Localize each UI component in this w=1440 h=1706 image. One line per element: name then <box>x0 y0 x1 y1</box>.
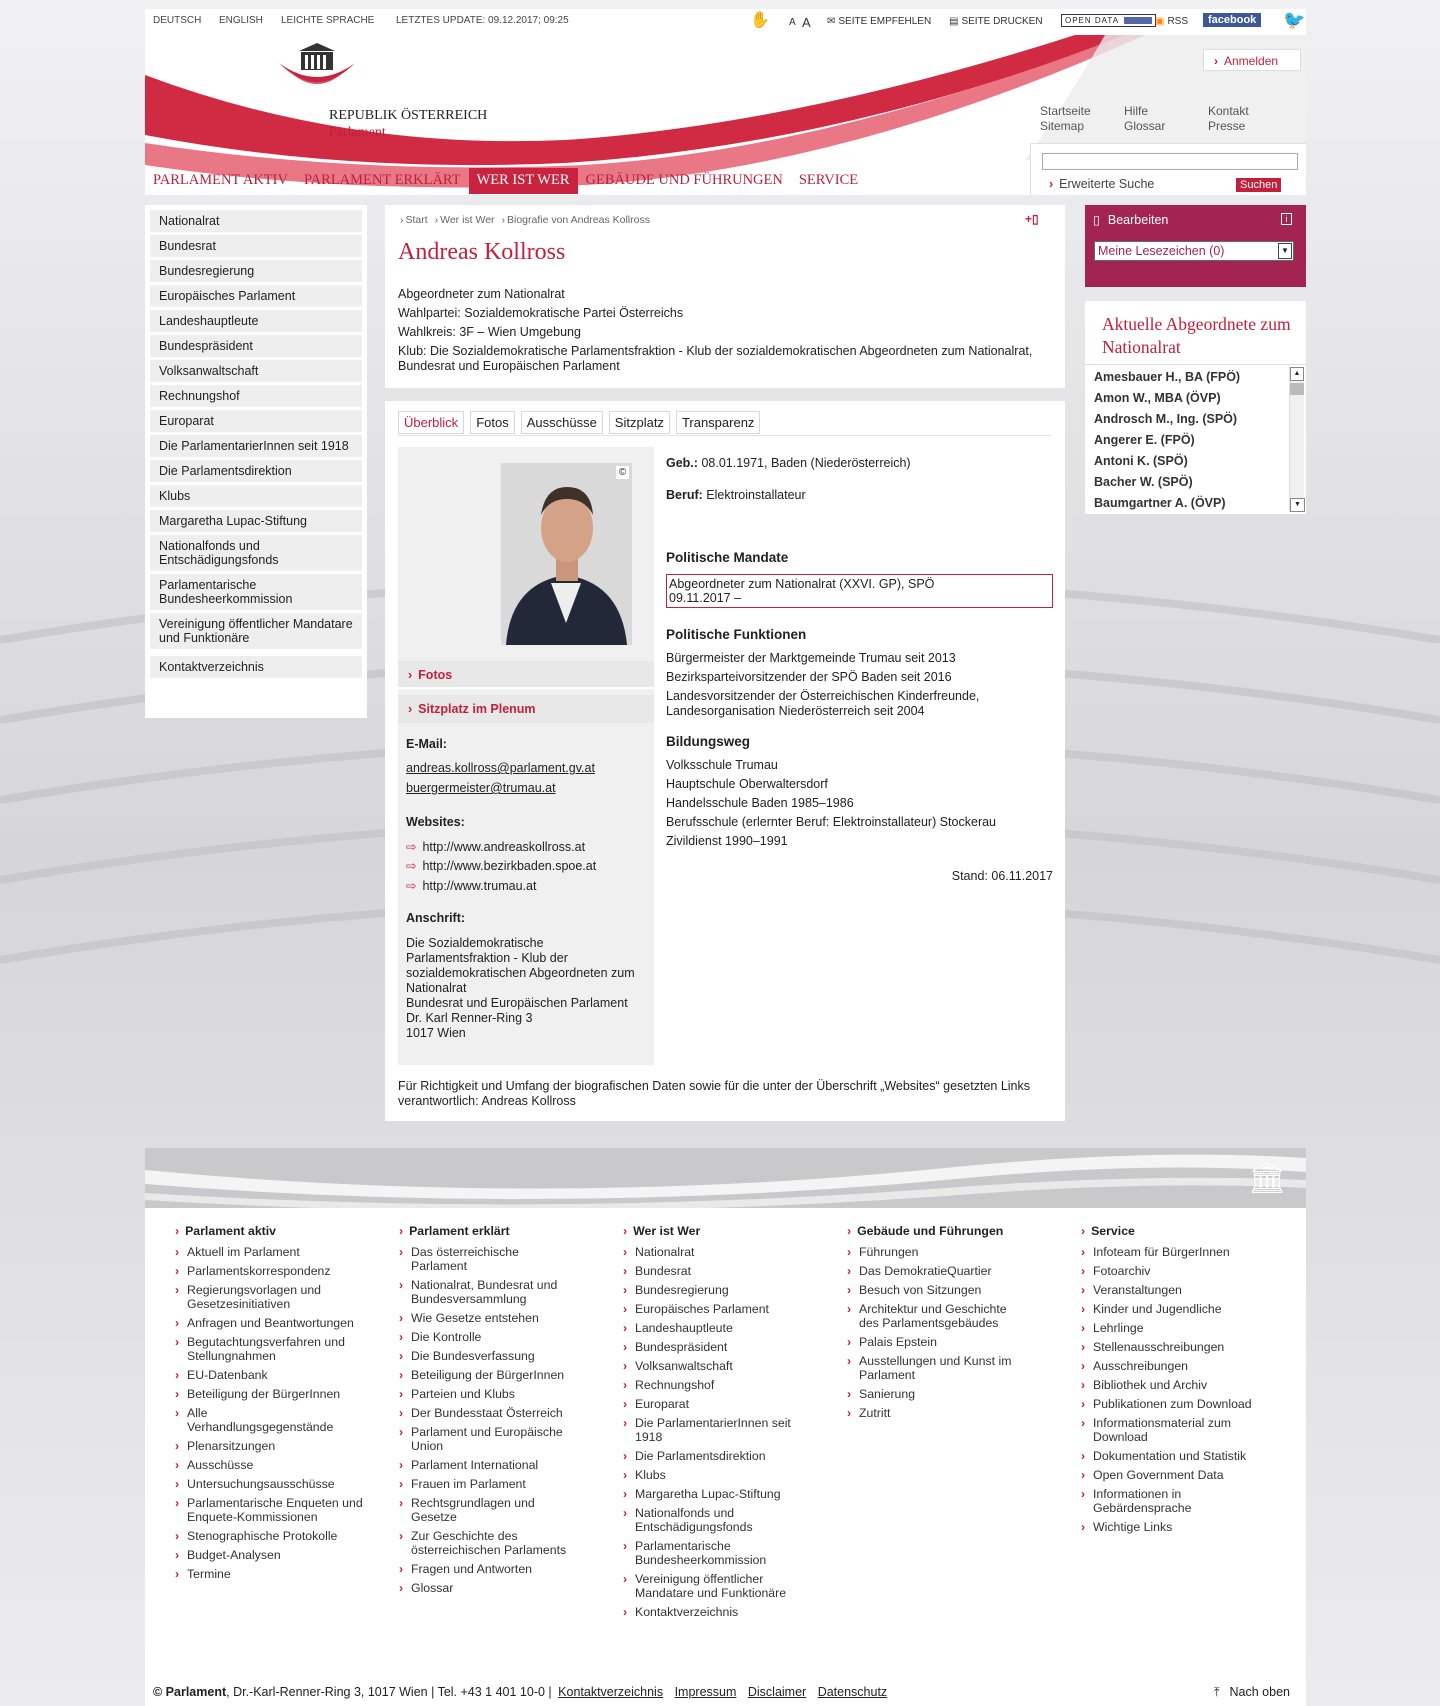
footer-link[interactable]: › Parteien und Klubs <box>399 1387 574 1401</box>
print-link[interactable]: ▤ SEITE DRUCKEN <box>949 16 1043 27</box>
website-link[interactable]: ⇨ http://www.trumau.at <box>406 879 537 893</box>
lang-english[interactable]: ENGLISH <box>219 15 263 26</box>
bookmark-add-icon[interactable]: +▯ <box>1025 212 1039 226</box>
footer-col-gebaeude <box>847 1224 1027 1425</box>
members-title: Aktuelle Abgeordnete zum Nationalrat <box>1102 314 1291 357</box>
websites-label: Websites: <box>406 815 465 829</box>
footer-link[interactable]: › Informationsmaterial zum Download <box>1081 1416 1271 1444</box>
recommend-link[interactable]: ✉ SEITE EMPFEHLEN <box>827 16 932 27</box>
edit-header[interactable]: ▯ Bearbeiten <box>1093 213 1169 227</box>
tab-fotos[interactable]: Fotos <box>470 411 515 434</box>
footer-link[interactable]: › Parlamentskorrespondenz <box>175 1264 365 1278</box>
title-divider <box>1085 364 1306 365</box>
footer-link[interactable]: › Parlamentarische Enqueten und Enquete-Kommissionen <box>175 1496 365 1524</box>
members-list <box>1094 370 1284 510</box>
footer-link[interactable]: › Nationalfonds und Entschädigungsfonds <box>623 1506 798 1534</box>
footer-link[interactable]: › Landeshauptleute <box>623 1321 798 1335</box>
footer-link[interactable]: › Zutritt <box>847 1406 1027 1420</box>
scroll-thumb[interactable] <box>1290 383 1304 395</box>
footer-link[interactable]: › Beteiligung der BürgerInnen <box>399 1368 574 1382</box>
bookmarks-select[interactable]: Meine Lesezeichen (0) ▼ <box>1094 241 1294 261</box>
leftnav-item[interactable]: Die ParlamentarierInnen seit 1918 <box>150 435 362 457</box>
footer-address: , Dr.-Karl-Renner-Ring 3, 1017 Wien | Tel. +43 1 401 10-0 | <box>226 1685 552 1699</box>
footer-link[interactable]: › EU-Datenbank <box>175 1368 365 1382</box>
fotos-link[interactable]: › Fotos <box>398 661 654 689</box>
education-item: Hauptschule Oberwaltersdorf <box>666 777 828 791</box>
member-link[interactable]: Bacher W. (SPÖ) <box>1094 475 1193 489</box>
leftnav-item[interactable]: Rechnungshof <box>150 385 362 407</box>
footer-link[interactable]: › Termine <box>175 1567 365 1581</box>
member-link[interactable]: Androsch M., Ing. (SPÖ) <box>1094 412 1238 426</box>
tab-transparenz[interactable]: Transparenz <box>676 411 761 434</box>
nav-parlament-erklaert[interactable]: PARLAMENT ERKLÄRT <box>303 172 461 188</box>
leftnav-item[interactable]: Vereinigung öffentlicher Mandatare und Funktionäre <box>150 613 362 649</box>
lang-easy[interactable]: LEICHTE SPRACHE <box>281 15 375 26</box>
footer-link[interactable]: › Vereinigung öffentlicher Mandatare und Funktionäre <box>623 1572 798 1600</box>
bookmark-icon: ▯ <box>1093 213 1100 227</box>
open-data-link[interactable]: OPEN DATA <box>1061 14 1156 27</box>
contact-box <box>398 447 654 1065</box>
footer-link[interactable]: › Europarat <box>623 1397 798 1411</box>
website-link[interactable]: ⇨ http://www.bezirkbaden.spoe.at <box>406 859 597 873</box>
search-area <box>1030 143 1306 195</box>
footer-swoosh <box>145 1148 1306 1208</box>
facebook-link[interactable]: facebook <box>1203 13 1261 27</box>
function-item: Bezirksparteivorsitzender der SPÖ Baden seit 2016 <box>666 670 952 684</box>
link-glossar[interactable]: Glossar <box>1124 119 1166 133</box>
footer-link[interactable]: › Beteiligung der BürgerInnen <box>175 1387 365 1401</box>
print-icon: ▤ <box>949 16 959 27</box>
edit-box <box>1085 205 1306 287</box>
member-link[interactable]: Angerer E. (FPÖ) <box>1094 433 1195 447</box>
link-presse[interactable]: Presse <box>1208 119 1246 133</box>
footer-link[interactable]: › Frauen im Parlament <box>399 1477 574 1491</box>
footer-link[interactable]: › Kontaktverzeichnis <box>623 1605 798 1619</box>
breadcrumb-item: › Biografie von Andreas Kollross <box>501 214 650 226</box>
footer-link[interactable]: › Open Government Data <box>1081 1468 1271 1482</box>
footer-col-title[interactable]: › Wer ist Wer <box>623 1224 798 1238</box>
arrow-up-icon: ⤒ <box>1214 1685 1220 1699</box>
font-small[interactable]: A <box>789 17 796 28</box>
footer-col-title[interactable]: › Parlament aktiv <box>175 1224 365 1238</box>
person-club: Klub: Die Sozialdemokratische Parlamentsfraktion - Klub der sozialdemokratischen Abgeordneten zum Nationalrat, Bundesrat und Europäischen Parlament <box>398 344 1033 373</box>
footer-link[interactable]: › Lehrlinge <box>1081 1321 1271 1335</box>
link-startseite[interactable]: Startseite <box>1040 104 1091 118</box>
leftnav-item[interactable]: Kontaktverzeichnis <box>150 656 362 678</box>
bottom-link-kontakt[interactable]: Kontaktverzeichnis <box>558 1685 664 1699</box>
site-title: REPUBLIK ÖSTERREICH <box>329 108 488 123</box>
education-item: Handelsschule Baden 1985–1986 <box>666 796 854 810</box>
footer-link[interactable]: › Alle Verhandlungsgegenstände <box>175 1406 325 1434</box>
footer-link[interactable]: › Informationen in Gebärdensprache <box>1081 1487 1271 1515</box>
main-content <box>385 205 1065 388</box>
footer-col-wer-ist-wer <box>623 1224 798 1624</box>
education-item: Zivildienst 1990–1991 <box>666 834 788 848</box>
portrait-photo <box>501 463 632 645</box>
leftnav-item[interactable]: Europäisches Parlament <box>150 285 362 307</box>
footer-col-service <box>1081 1224 1271 1539</box>
site-subtitle: Parlament <box>329 125 386 140</box>
footer-link[interactable]: › Fragen und Antworten <box>399 1562 574 1576</box>
bottom-link-datenschutz[interactable]: Datenschutz <box>817 1685 888 1699</box>
footer-link[interactable]: › Margaretha Lupac-Stiftung <box>623 1487 798 1501</box>
leftnav-item[interactable]: Die Parlamentsdirektion <box>150 460 362 482</box>
footer-link[interactable]: › Europäisches Parlament <box>623 1302 798 1316</box>
address-label: Anschrift: <box>406 911 466 925</box>
search-input[interactable] <box>1042 153 1298 170</box>
leftnav-item[interactable]: Landeshauptleute <box>150 310 362 332</box>
login-link[interactable]: › Anmelden <box>1203 49 1301 71</box>
bottom-bar <box>145 1680 1306 1706</box>
main-nav <box>145 168 866 194</box>
nav-gebaeude[interactable]: GEBÄUDE UND FÜHRUNGEN <box>585 172 783 188</box>
footer-link[interactable]: › Plenarsitzungen <box>175 1439 365 1453</box>
parliament-logo-icon <box>277 41 357 101</box>
external-link-icon: ⇨ <box>406 879 417 893</box>
footer-link[interactable]: › Sanierung <box>847 1387 1027 1401</box>
footer-link[interactable]: › Zur Geschichte des österreichischen Parlaments <box>399 1529 574 1557</box>
breadcrumb-item[interactable]: › Start <box>400 214 428 226</box>
footer-link[interactable]: › Palais Epstein <box>847 1335 1027 1349</box>
email-link[interactable]: andreas.kollross@parlament.gv.at <box>406 761 595 775</box>
footer-link[interactable]: › Budget-Analysen <box>175 1548 365 1562</box>
email-link[interactable]: buergermeister@trumau.at <box>406 781 556 795</box>
footer-col-parlament-erklaert <box>399 1224 574 1600</box>
left-nav <box>145 205 367 718</box>
link-sitemap[interactable]: Sitemap <box>1040 119 1085 133</box>
last-update: LETZTES UPDATE: 09.12.2017; 09:25 <box>396 15 569 26</box>
footer-logo-icon: 🏛 <box>1247 1162 1287 1195</box>
footer-link[interactable]: › Rechtsgrundlagen und Gesetze <box>399 1496 574 1524</box>
sign-language-icon[interactable]: ✋ <box>750 12 770 29</box>
breadcrumb-item[interactable]: › Wer ist Wer <box>434 214 495 226</box>
footer-link[interactable]: › Stellenausschreibungen <box>1081 1340 1271 1354</box>
member-link[interactable]: Baumgartner A. (ÖVP) <box>1094 496 1226 510</box>
scroll-up-icon[interactable]: ▲ <box>1290 367 1304 381</box>
education-item: Berufsschule (erlernter Beruf: Elektroinstallateur) Stockerau <box>666 815 997 829</box>
nav-service[interactable]: SERVICE <box>798 172 859 188</box>
footer-link[interactable]: › Parlament International <box>399 1458 574 1472</box>
member-link[interactable]: Amesbauer H., BA (FPÖ) <box>1094 370 1241 384</box>
footer-link[interactable]: › Volksanwaltschaft <box>623 1359 798 1373</box>
bottom-link-disclaimer[interactable]: Disclaimer <box>747 1685 807 1699</box>
footer-link[interactable]: › Ausstellungen und Kunst im Parlament <box>847 1354 1027 1382</box>
copyright-org: © Parlament <box>153 1685 227 1699</box>
address: Die Sozialdemokratische Parlamentsfraktion - Klub der sozialdemokratischen Abgeordneten zum Nationalrat Bundesrat und Europäischen Parlament Dr. Karl Renner-Ring 3 1017 Wien <box>406 936 635 1040</box>
mail-icon: ✉ <box>827 16 836 27</box>
footer-col-title[interactable]: › Parlament erklärt <box>399 1224 574 1238</box>
birth: Geb.: 08.01.1971, Baden (Niederösterreich) <box>666 456 911 470</box>
footer-link[interactable]: › Regierungsvorlagen und Gesetzesinitiativen <box>175 1283 365 1311</box>
footer-link[interactable]: › Bibliothek und Archiv <box>1081 1378 1271 1392</box>
external-link-icon: ⇨ <box>406 840 417 854</box>
nav-wer-ist-wer[interactable]: WER IST WER <box>469 168 578 194</box>
lang-deutsch[interactable]: DEUTSCH <box>153 15 202 26</box>
leftnav-item[interactable]: Nationalrat <box>150 210 362 232</box>
leftnav-item[interactable]: Bundesregierung <box>150 260 362 282</box>
disclaimer: Für Richtigkeit und Umfang der biografischen Daten sowie für die unter der Überschrift „Websites“ gesetzten Links verantwortlich: Andreas Kollross <box>398 1079 1031 1108</box>
leftnav-item[interactable]: Klubs <box>150 485 362 507</box>
person-district: Wahlkreis: 3F – Wien Umgebung <box>398 325 581 339</box>
external-link-icon: ⇨ <box>406 859 417 873</box>
rss-link[interactable]: ▣ RSS <box>1155 16 1189 27</box>
footer-link[interactable]: › Parlament und Europäische Union <box>399 1425 574 1453</box>
portrait-frame <box>501 463 632 645</box>
tab-ueberblick[interactable]: Überblick <box>398 411 464 434</box>
function-item: Landesvorsitzender der Österreichischen Kinderfreunde, Landesorganisation Niederösterreich seit 2004 <box>666 689 980 718</box>
leftnav-item[interactable]: Bundesrat <box>150 235 362 257</box>
footer-link[interactable]: › Fotoarchiv <box>1081 1264 1271 1278</box>
sitzplatz-link[interactable]: › Sitzplatz im Plenum <box>398 695 654 723</box>
info-icon[interactable]: i <box>1281 213 1292 225</box>
footer-link[interactable]: › Ausschüsse <box>175 1458 365 1472</box>
breadcrumb <box>400 214 650 226</box>
mandates-title: Politische Mandate <box>666 550 789 565</box>
tab-ausschuesse[interactable]: Ausschüsse <box>521 411 603 434</box>
leftnav-item[interactable]: Margaretha Lupac-Stiftung <box>150 510 362 532</box>
tab-underline <box>398 435 1051 436</box>
footer-link[interactable]: › Der Bundesstaat Österreich <box>399 1406 574 1420</box>
footer-link[interactable]: › Wie Gesetze entstehen <box>399 1311 574 1325</box>
footer-link[interactable]: › Das österreichische Parlament <box>399 1245 574 1273</box>
font-large[interactable]: A <box>802 15 811 30</box>
members-scrollbar[interactable] <box>1289 367 1304 512</box>
function-item: Bürgermeister der Marktgemeinde Trumau seit 2013 <box>666 651 956 665</box>
footer-link[interactable]: › Besuch von Sitzungen <box>847 1283 1027 1297</box>
job: Beruf: Elektroinstallateur <box>666 488 806 502</box>
footer-col-title[interactable]: › Gebäude und Führungen <box>847 1224 1027 1238</box>
functions-title: Politische Funktionen <box>666 627 807 642</box>
footer-link[interactable]: › Veranstaltungen <box>1081 1283 1271 1297</box>
footer-link[interactable]: › Nationalrat, Bundesrat und Bundesversammlung <box>399 1278 574 1306</box>
leftnav-item[interactable]: Bundespräsident <box>150 335 362 357</box>
member-link[interactable]: Antoni K. (SPÖ) <box>1094 454 1188 468</box>
footer-link[interactable]: › Aktuell im Parlament <box>175 1245 365 1259</box>
person-summary <box>398 287 1038 374</box>
person-role: Abgeordneter zum Nationalrat <box>398 287 565 301</box>
footer-link[interactable]: › Glossar <box>399 1581 574 1595</box>
footer-link[interactable]: › Führungen <box>847 1245 1027 1259</box>
footer-link[interactable]: › Architektur und Geschichte des Parlamentsgebäudes <box>847 1302 1027 1330</box>
link-hilfe[interactable]: Hilfe <box>1124 104 1149 118</box>
footer-link[interactable]: › Die Bundesverfassung <box>399 1349 574 1363</box>
twitter-icon[interactable]: 🐦 <box>1283 10 1306 30</box>
advanced-search-link[interactable]: › Erweiterte Suche <box>1049 177 1155 191</box>
education-title: Bildungsweg <box>666 734 750 749</box>
back-to-top-link[interactable]: ⤒ Nach oben <box>1214 1685 1290 1699</box>
dropdown-arrow-icon: ▼ <box>1278 243 1292 259</box>
footer-link[interactable]: › Bundespräsident <box>623 1340 798 1354</box>
scroll-down-icon[interactable]: ▼ <box>1290 498 1305 512</box>
copyright-icon[interactable]: © <box>616 466 629 479</box>
footer-link[interactable]: › Bundesrat <box>623 1264 798 1278</box>
footer-link[interactable]: › Stenographische Protokolle <box>175 1529 365 1543</box>
footer-link[interactable]: › Ausschreibungen <box>1081 1359 1271 1373</box>
footer-link[interactable]: › Die Parlamentsdirektion <box>623 1449 798 1463</box>
leftnav-item[interactable]: Europarat <box>150 410 362 432</box>
rss-icon: ▣ <box>1155 16 1165 27</box>
footer-link[interactable]: › Rechnungshof <box>623 1378 798 1392</box>
link-kontakt[interactable]: Kontakt <box>1208 104 1249 118</box>
footer-link[interactable]: › Das DemokratieQuartier <box>847 1264 1027 1278</box>
leftnav-item[interactable]: Nationalfonds und Entschädigungsfonds <box>150 535 362 571</box>
tab-sitzplatz[interactable]: Sitzplatz <box>609 411 670 434</box>
member-link[interactable]: Amon W., MBA (ÖVP) <box>1094 391 1221 405</box>
footer-link[interactable]: › Wichtige Links <box>1081 1520 1271 1534</box>
bio-details <box>666 456 1053 884</box>
education-item: Volksschule Trumau <box>666 758 778 772</box>
footer-link[interactable]: › Bundesregierung <box>623 1283 798 1297</box>
footer-link[interactable]: › Parlamentarische Bundesheerkommission <box>623 1539 798 1567</box>
leftnav-item[interactable]: Parlamentarische Bundesheerkommission <box>150 574 362 610</box>
footer-link[interactable]: › Anfragen und Beantwortungen <box>175 1316 365 1330</box>
bottom-link-impressum[interactable]: Impressum <box>674 1685 737 1699</box>
footer-link[interactable]: › Begutachtungsverfahren und Stellungnahmen <box>175 1335 365 1363</box>
top-bar <box>145 9 1306 35</box>
footer-link[interactable]: › Die Kontrolle <box>399 1330 574 1344</box>
footer-link[interactable]: › Publikationen zum Download <box>1081 1397 1271 1411</box>
footer-link[interactable]: › Die ParlamentarierInnen seit 1918 <box>623 1416 798 1444</box>
footer-link[interactable]: › Infoteam für BürgerInnen <box>1081 1245 1271 1259</box>
bio-panel <box>385 401 1065 1121</box>
footer-link[interactable]: › Untersuchungsausschüsse <box>175 1477 365 1491</box>
leftnav-item[interactable]: Volksanwaltschaft <box>150 360 362 382</box>
footer-link[interactable]: › Klubs <box>623 1468 798 1482</box>
person-party: Wahlpartei: Sozialdemokratische Partei Österreichs <box>398 306 684 320</box>
nav-parlament-aktiv[interactable]: PARLAMENT AKTIV <box>153 172 288 188</box>
bio-tabs <box>398 411 760 434</box>
footer <box>145 1148 1306 1680</box>
footer-col-parlament-aktiv <box>175 1224 365 1586</box>
footer-link[interactable]: › Nationalrat <box>623 1245 798 1259</box>
email-label: E-Mail: <box>406 737 447 751</box>
footer-link[interactable]: › Kinder und Jugendliche <box>1081 1302 1271 1316</box>
mandate-box: Abgeordneter zum Nationalrat (XXVI. GP), SPÖ 09.11.2017 – <box>666 574 1053 608</box>
footer-col-title[interactable]: › Service <box>1081 1224 1271 1238</box>
members-box <box>1085 301 1306 514</box>
footer-link[interactable]: › Dokumentation und Statistik <box>1081 1449 1271 1463</box>
website-link[interactable]: ⇨ http://www.andreaskollross.at <box>406 840 586 854</box>
person-name: Andreas Kollross <box>398 239 566 265</box>
stand: Stand: 06.11.2017 <box>951 869 1053 883</box>
search-button[interactable]: Suchen <box>1236 178 1281 192</box>
